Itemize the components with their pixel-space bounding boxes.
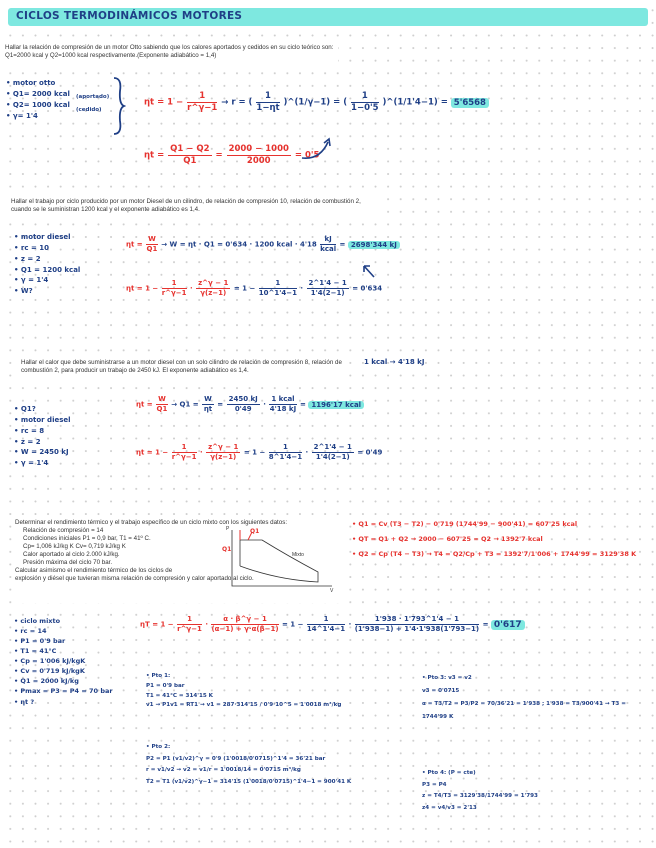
data-item: • motor diesel [14, 415, 71, 424]
point-line: r = v1/v2 → v2 = v1/r = 1'0018/14 = 0'0715 m³/kg [146, 767, 301, 774]
data-item: • rc = 14 [14, 627, 47, 636]
data-item: • γ= 1'4 [6, 111, 38, 120]
data-item: • Q2= 1000 kcal [6, 100, 70, 109]
statement-line: Determinar el rendimiento térmico y el trabajo específico de un ciclo mixto con los siguientes datos: [15, 519, 288, 526]
point-heading: • Pto 2: [146, 744, 171, 750]
data-item: • z = 2 [14, 254, 41, 263]
point-1-block [146, 672, 341, 711]
statement-line: Presión máxima del ciclo 70 bar. [23, 559, 113, 566]
data-item: • γ = 1'4 [14, 276, 49, 285]
problem-1-data [6, 78, 70, 121]
p3-equation-1: ηt = $\frac{W}{Q1}$ → Q1 = $\frac{W}{\eta t}$ = $\frac{2450 kJ}{0'49}$ · $\frac{\text{1 kcal}}{4'18 kJ}$ = 1196'17 kcal [136, 396, 364, 413]
heat-eq: • QT = Q1 + Q2 → 2000 − 607'25 = Q2 → 1392'7 kcal [352, 534, 543, 543]
p2-result: 2698'344 kJ [348, 241, 400, 249]
diagram-p-axis: P [226, 526, 230, 532]
problem-3-statement: Hallar el calor que debe suministrarse a un motor diesel con un solo cilindro de relación de compresión 8, relación de combustión 2, para producir un trabajo de 2450 kJ. El exponente adiabático es 1,4. [18, 357, 346, 377]
data-item: • Pmax = P3 = P4 = 70 bar [14, 687, 113, 696]
problem-4-data [14, 616, 113, 707]
data-item: • z = 2 [14, 437, 41, 446]
point-line: α = T3/T2 = P3/P2 = 70/36'21 = 1'938 ; 1'938 = T3/900'41 → T3 = 1744'99 K [422, 700, 626, 720]
diagram-v-axis: V [330, 588, 334, 594]
heat-eq: • Q1 = Cv (T3 − T2) − 0'719 (1744'99 − 900'41) = 607'25 kcal [352, 520, 578, 528]
point-line: T1 = 41°C = 314'15 K [146, 692, 214, 699]
point-heading: • Pto 1: [146, 673, 171, 679]
point-line: z4 = v4/v3 = 2'13 [422, 805, 477, 812]
statement-line: Cp= 1,006 kJ/kg K Cv= 0,719 kJ/kg K [23, 543, 126, 550]
point-line: P3 = P4 [422, 781, 447, 788]
statement-line: Condiciones iniciales P1 = 0,9 bar, T1 = 41º C. [23, 535, 151, 542]
page-title: CICLOS TERMODINÁMICOS MOTORES [16, 10, 243, 22]
data-item: • motor diesel [14, 233, 71, 241]
point-heading: • Pto 4: (P = cte) [422, 770, 476, 776]
p1-equation-1: ηt = 1 − $\frac{1}{r\^{}\gamma-1}$ → r = ( $\frac{1}{1-\eta t}$ )^(1/γ−1) = ( $\frac{1}{1-0'5}$ )^(1/1'4−1) = 5'6568 [144, 92, 489, 112]
data-item: • motor otto [6, 79, 56, 87]
brace-icon [112, 76, 126, 136]
point-line: P1 = 0'9 bar [146, 682, 185, 689]
pv-diagram [218, 526, 336, 594]
arrow-icon [360, 262, 378, 280]
data-item: • P1 = 0'9 bar [14, 637, 66, 646]
diagram-mixto-label: Mixto [292, 552, 304, 558]
problem-2-statement: Hallar el trabajo por ciclo producido por un motor Diesel de un cilindro, de relación de compresión 10, relación de combustión 2, cuando se le suministran 1200 kcal y el exponente adiabático es 1,4. [8, 196, 384, 216]
data-item: • Cv = 0'719 kJ/kgK [14, 667, 85, 676]
point-line: v1 → P1v1 = RT1 → v1 = 287·314'15 / 0'9·10^5 = 1'0018 m³/kg [146, 702, 342, 709]
arrow-icon [300, 136, 334, 162]
data-item: • Q1 = 1200 kcal [14, 265, 81, 274]
point-heading: • Pto 3: v3 = v2 [422, 675, 472, 681]
data-item: • Q1? [14, 405, 36, 413]
data-item: • T1 = 41°C [14, 647, 57, 656]
statement-line: Calcular asimismo el rendimiento térmico de los ciclos de [15, 567, 173, 574]
problem-2-data [14, 232, 80, 297]
point-line: v3 = 0'0715 [422, 687, 460, 694]
statement-line: explosión y diésel que tuvieran misma relación de compresión y calor aportado al ciclo. [15, 575, 254, 582]
point-line: z = T4/T3 = 3129'38/1744'99 = 1'793 [422, 793, 538, 800]
p1-result: 5'6568 [451, 98, 489, 108]
p1-equation-2: ηt = $\frac{Q1 - Q2}{Q1}$ = $\frac{2000 - 1000}{2000}$ = 0'5 [144, 144, 320, 166]
tag-cedido: (cedido) [76, 107, 102, 113]
data-item: • W? [14, 287, 33, 296]
p4-result: 0'617 [491, 620, 525, 630]
data-item: • Q1= 2000 kcal [6, 89, 70, 98]
p2-equation-1: ηt = $\frac{W}{Q1}$ → W = ηt · Q1 = 0'634 · 1200 kcal · 4'18 $\frac{kJ}{\text{kcal}}$ = 2698'344 kJ [126, 236, 400, 253]
point-line: P2 = P1 (v1/v2)^γ = 0'9 (1'0018/0'0715)^1'4 = 36'21 bar [146, 755, 326, 762]
p4-efficiency-equation: ηT = 1 − $\frac{1}{r\^{}\gamma-1}$ · $\frac{\alpha \cdot \beta\^{}\gamma - 1}{(\alpha-1) + \gamma\cdot\alpha(\beta-1)}$ = 1 − $\frac{1}{14\^{}1'4-1}$ · $\frac{1'938 \cdot 1'793\^{}1'4 - 1}{(1'938-1) + 1'4\cdot 1'938(1'793-1)}$ = 0'617 [140, 616, 525, 633]
point-4-block [422, 768, 538, 815]
point-line: T2 = T1 (v1/v2)^γ−1 = 314'15 (1'0018/0'0715)^1'4−1 = 900'41 K [146, 779, 352, 786]
statement-line: Relación de compresión = 14 [23, 527, 104, 534]
unit-conversion: 1 kcal → 4'18 kJ [364, 358, 425, 366]
diagram-q1-label: Q1 [222, 546, 232, 553]
data-item: • W = 2450 kJ [14, 448, 69, 457]
statement-line: Calor aportado al ciclo 2.000 kJ/kg. [23, 551, 120, 558]
data-item: • ηt ? [14, 697, 35, 706]
data-item: • γ = 1'4 [14, 459, 49, 468]
data-item: • Cp = 1'006 kJ/kgK [14, 657, 86, 666]
point-2-block [146, 742, 351, 789]
heat-eq: • Q2 = Cp (T4 − T3) → T4 = Q2/Cp + T3 = 1392'7/1'006 + 1744'99 = 3129'38 K [352, 549, 637, 558]
p3-equation-2: ηt = 1 − $\frac{1}{r\^{}\gamma-1}$ · $\frac{z\^{}\gamma - 1}{\gamma(z-1)}$ = 1 − $\frac{1}{8\^{}1'4-1}$ · $\frac{2\^{}1'4 - 1}{1'4(2-1)}$ = 0'49 [136, 443, 383, 461]
diagram-q1b-label: Q1 [250, 528, 260, 535]
data-item: • rc = 10 [14, 243, 49, 252]
data-item: • ciclo mixto [14, 617, 61, 625]
p3-result: 1196'17 kcal [308, 401, 364, 409]
problem-1-statement: Hallar la relación de compresión de un motor Otto sabiendo que los calores aportados y cedidos en su ciclo teórico son: Q1=2000 kcal y Q2=1000 kcal respectivamente.(Exponente adiabático = 1,4) [2, 42, 338, 62]
problem-4-heat-equations [352, 517, 636, 562]
data-item: • rc = 8 [14, 426, 45, 435]
data-item: • Q1 = 2000 kJ/kg [14, 677, 79, 686]
point-3-block [422, 672, 648, 723]
tag-aportado: (aportado) [76, 94, 110, 100]
problem-3-data [14, 404, 71, 469]
p2-equation-2: ηt = 1 − $\frac{1}{r\^{}\gamma-1}$ · $\frac{z\^{}\gamma - 1}{\gamma(z-1)}$ = 1 − $\frac{1}{10\^{}1'4-1}$ · $\frac{2\^{}1'4 - 1}{1'4(2-1)}$ = 0'634 [126, 279, 383, 297]
